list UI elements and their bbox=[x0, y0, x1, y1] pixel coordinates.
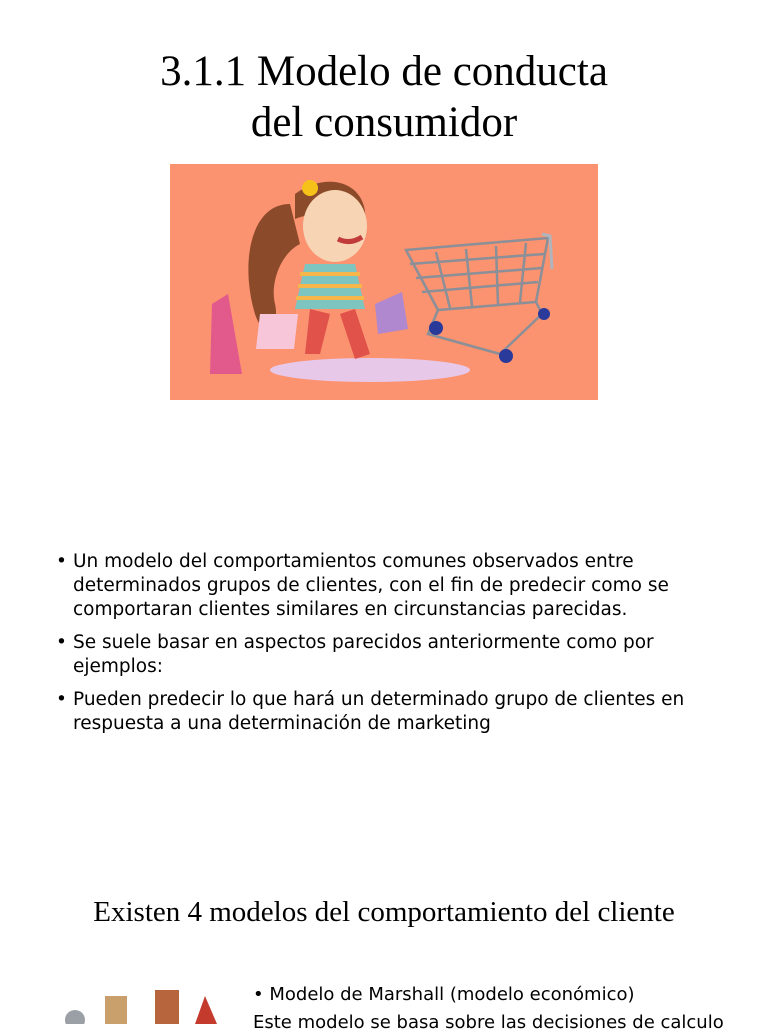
model-description: Este modelo se basa sobre las decisiones de calculo bbox=[253, 1012, 724, 1033]
title-line-1: 3.1.1 Modelo de conducta bbox=[160, 48, 608, 95]
list-item: • Un modelo del comportamientos comunes observados entre determinados grupos de clientes, con el fin de predecir como se comportaran clientes similares en circunstancias parecidas. bbox=[56, 551, 669, 620]
gifts-image bbox=[45, 984, 250, 1024]
list-item: • Pueden predecir lo que hará un determinado grupo de clientes en respuesta a una determinación de marketing bbox=[56, 689, 685, 734]
bullet-list bbox=[56, 550, 696, 745]
slide-title bbox=[0, 46, 768, 148]
models-heading: Existen 4 modelos del comportamiento del cliente bbox=[93, 896, 675, 928]
title-line-2: del consumidor bbox=[250, 99, 518, 146]
list-item: • Se suele basar en aspectos parecidos anteriormente como por ejemplos: bbox=[56, 632, 654, 677]
shopping-illustration bbox=[170, 164, 598, 400]
model-item: • Modelo de Marshall (modelo económico) bbox=[253, 984, 635, 1005]
